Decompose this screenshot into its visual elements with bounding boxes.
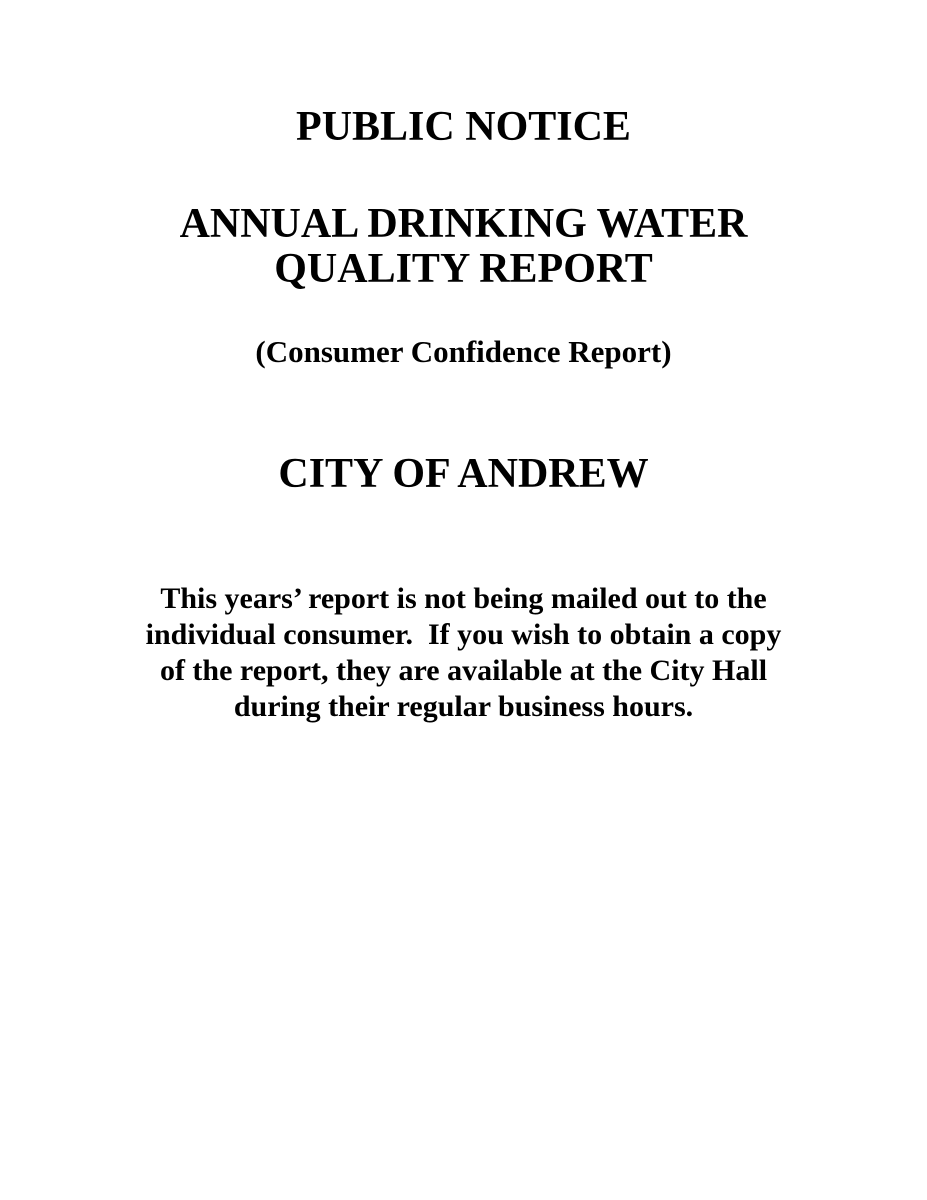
city-heading: CITY OF ANDREW: [278, 451, 649, 497]
report-title-heading: [0, 202, 927, 292]
consumer-confidence-subtitle: (Consumer Confidence Report): [255, 334, 672, 369]
public-notice-heading: PUBLIC NOTICE: [296, 104, 631, 150]
report-title-line1: ANNUAL DRINKING WATER: [179, 201, 748, 247]
notice-paragraph: [0, 581, 927, 725]
report-title-line2: QUALITY REPORT: [274, 246, 653, 292]
notice-paragraph-line3: of the report, they are available at the City Hall: [159, 654, 768, 687]
notice-paragraph-line4: during their regular business hours.: [233, 690, 694, 723]
notice-paragraph-line2: individual consumer. If you wish to obtain a copy: [145, 618, 782, 651]
notice-paragraph-line1: This years’ report is not being mailed out to the: [160, 582, 767, 615]
